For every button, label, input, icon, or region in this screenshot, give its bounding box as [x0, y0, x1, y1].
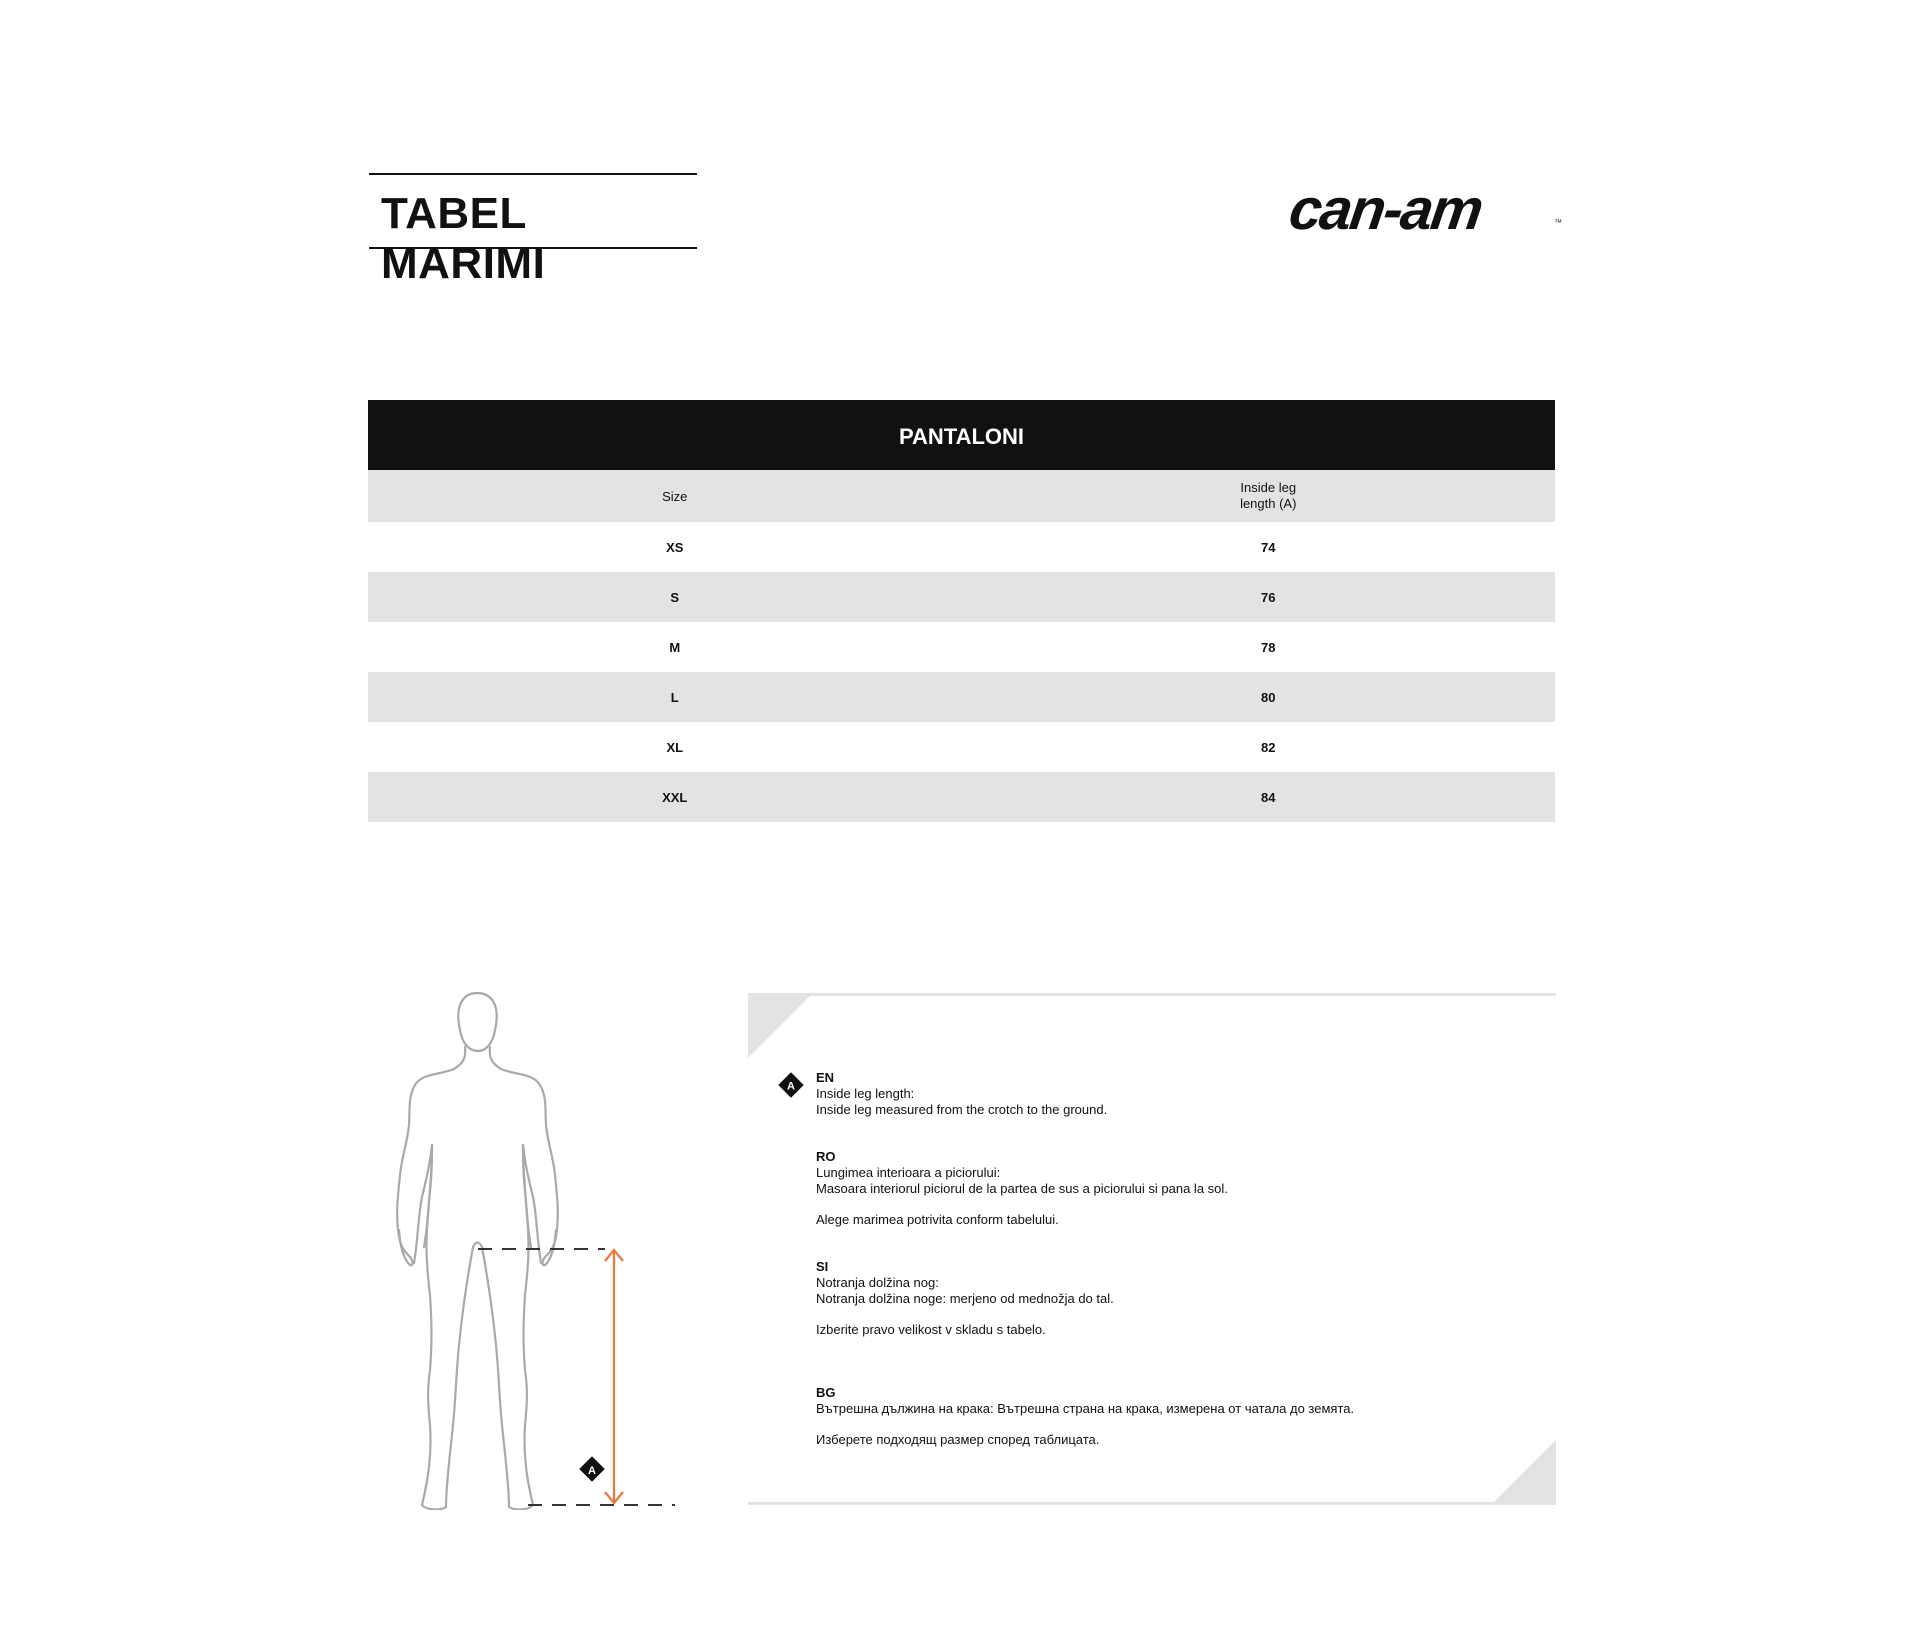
marker-a-icon [778, 1072, 804, 1098]
instruction-line: Alege marimea potrivita conform tabelului. [816, 1212, 1059, 1227]
table-row [368, 522, 1555, 572]
size-table [368, 400, 1555, 822]
corner-decoration-icon [748, 996, 810, 1058]
size-cell: XL [666, 739, 684, 755]
instructions-en [816, 1070, 1107, 1118]
measurement-instructions-panel [748, 993, 1556, 1505]
column-header-size: Size [662, 488, 688, 504]
page-title-block [369, 173, 697, 288]
table-title: PANTALONI [368, 400, 1555, 470]
instruction-line: Inside leg length: [816, 1086, 915, 1101]
size-cell: XXL [662, 789, 688, 805]
body-measurement-figure [370, 985, 680, 1510]
brand-logo-text: can-am [1285, 177, 1486, 242]
marker-a-icon [579, 1456, 604, 1481]
value-cell: 82 [1261, 739, 1276, 755]
brand-logo [1285, 177, 1562, 242]
marker-a-label: A [588, 1465, 596, 1477]
language-code: BG [816, 1385, 836, 1400]
table-header-row [368, 470, 1555, 522]
value-cell: 76 [1261, 589, 1276, 605]
instruction-line: Notranja dolžina nog: [816, 1275, 939, 1290]
table-row [368, 772, 1555, 822]
value-cell: 80 [1261, 689, 1276, 705]
size-cell: XS [666, 539, 684, 555]
language-code: RO [816, 1149, 836, 1164]
language-code: EN [816, 1070, 835, 1085]
instruction-line: Изберете подходящ размер според таблицата. [816, 1432, 1100, 1447]
measurement-arrow-icon [605, 1250, 623, 1503]
size-cell: L [670, 689, 679, 705]
trademark-symbol: ™ [1554, 218, 1562, 227]
instruction-line: Lungimea interioara a piciorului: [816, 1165, 1001, 1180]
page-title: TABEL MARIMI [381, 189, 546, 288]
instruction-line: Вътрешна дължина на крака: Вътрешна страна на крака, измерена от чатала до земята. [816, 1401, 1355, 1416]
marker-a-label: A [787, 1080, 795, 1093]
size-cell: M [669, 639, 681, 655]
corner-decoration-icon [1494, 1440, 1556, 1502]
column-header-inside-leg [962, 480, 1556, 512]
instructions-si [816, 1259, 1114, 1338]
instruction-line: Masoara interiorul piciorul de la partea de sus a piciorului si pana la sol. [816, 1181, 1228, 1196]
value-cell: 74 [1261, 539, 1276, 555]
value-cell: 84 [1261, 789, 1276, 805]
instructions-bg [816, 1385, 1354, 1448]
instruction-line: Izberite pravo velikost v skladu s tabelo. [816, 1322, 1046, 1337]
table-row [368, 622, 1555, 672]
language-code: SI [816, 1259, 829, 1274]
table-row [368, 572, 1555, 622]
instruction-line: Notranja dolžina noge: merjeno od mednožja do tal. [816, 1291, 1114, 1306]
table-row [368, 722, 1555, 772]
instructions-ro [816, 1149, 1228, 1228]
column-header-line: length (A) [1240, 496, 1297, 511]
size-cell: S [670, 589, 680, 605]
human-silhouette-icon [370, 985, 680, 1510]
value-cell: 78 [1261, 639, 1276, 655]
table-row [368, 672, 1555, 722]
column-header-line: Inside leg [1240, 480, 1297, 495]
instruction-line: Inside leg measured from the crotch to the ground. [816, 1102, 1108, 1117]
